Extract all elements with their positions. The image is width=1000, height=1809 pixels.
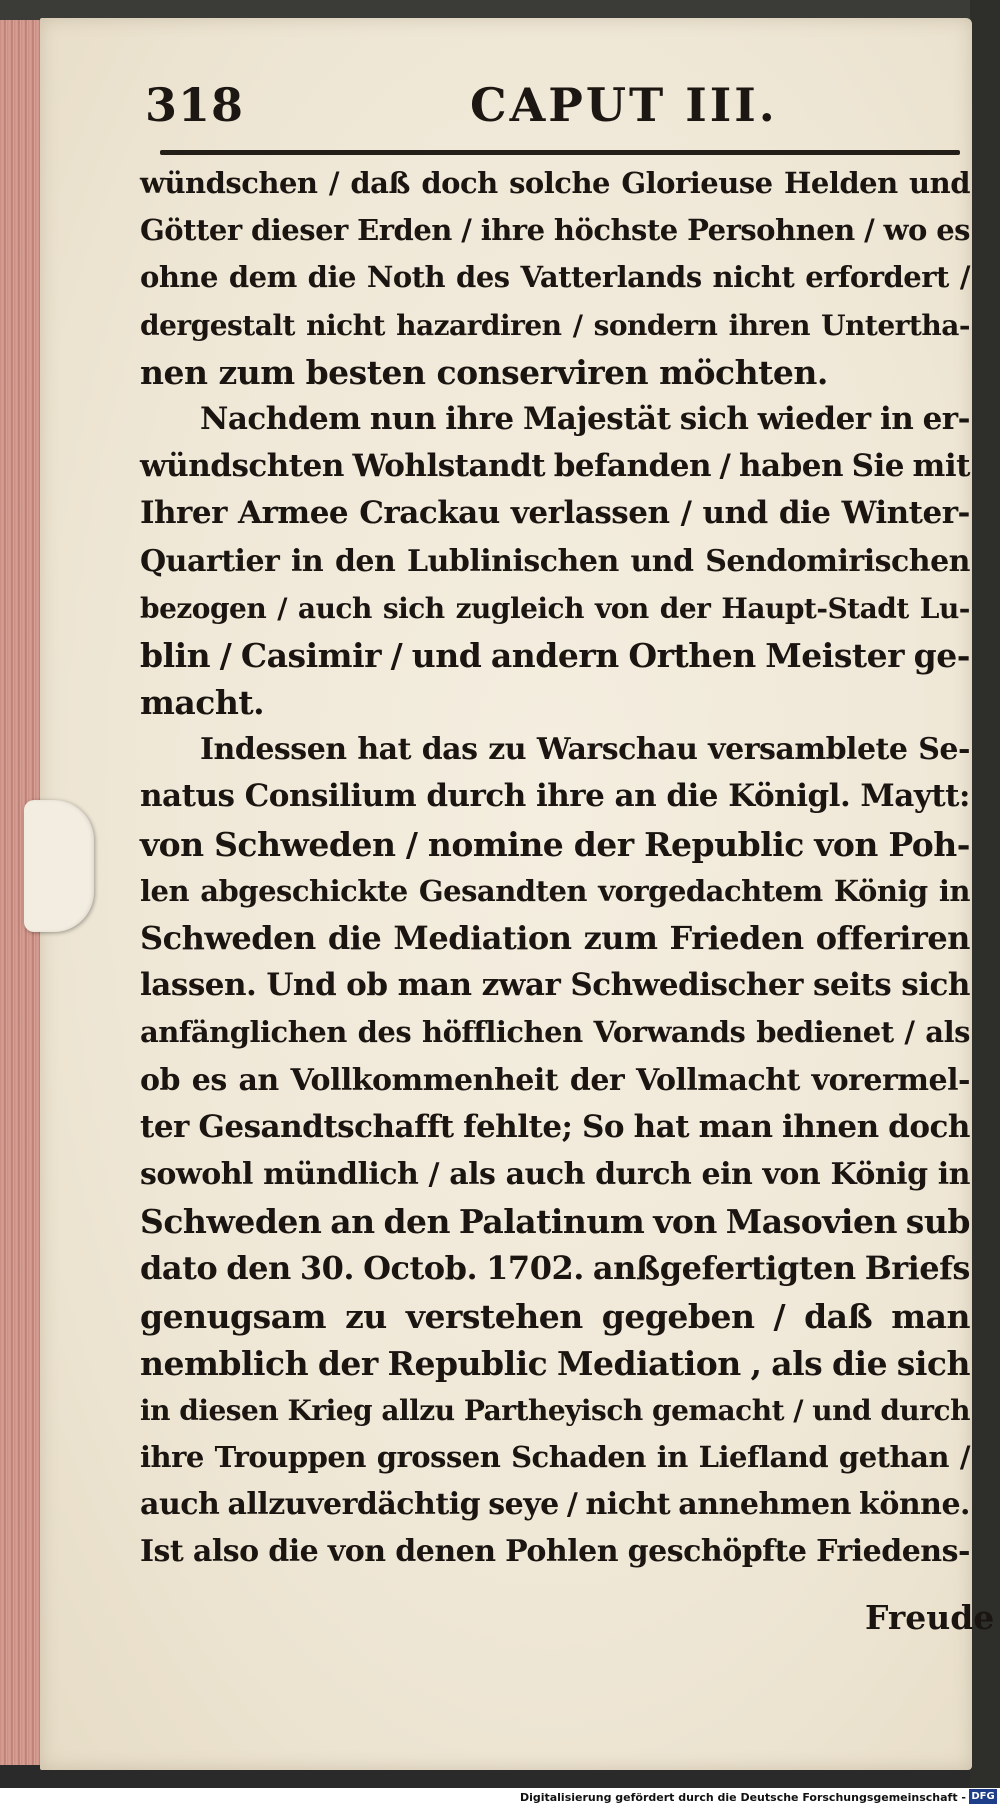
word: Untertha- xyxy=(821,308,970,342)
word: versamblete xyxy=(708,732,908,768)
word: befanden xyxy=(553,448,711,485)
word: bedienet xyxy=(756,1015,894,1050)
word: wieder xyxy=(757,400,871,437)
word: Gesandten xyxy=(418,873,588,908)
word: an xyxy=(614,778,657,815)
word: durch xyxy=(426,778,526,815)
text-line xyxy=(140,207,970,254)
word: und xyxy=(411,635,482,675)
word: wündschen xyxy=(140,166,318,200)
word: Frieden xyxy=(669,919,804,957)
word: an xyxy=(238,1062,279,1098)
word: sich xyxy=(679,400,749,437)
word: zu xyxy=(345,1296,387,1336)
word: lassen. xyxy=(140,967,257,1004)
word: sich xyxy=(901,967,970,1004)
word: / xyxy=(390,635,403,675)
text-line xyxy=(140,1245,970,1292)
word: auch xyxy=(505,1156,585,1192)
word: / xyxy=(219,635,232,675)
word: / xyxy=(719,448,731,485)
word: zugleich xyxy=(455,591,584,625)
word: zum xyxy=(583,919,658,957)
word: Casimir xyxy=(240,635,381,675)
word: vorgedachtem xyxy=(598,873,823,908)
word: 30. xyxy=(299,1249,355,1288)
word: als xyxy=(925,1015,970,1050)
word: Vollkommenheit xyxy=(290,1062,559,1098)
word: sowohl xyxy=(140,1156,253,1192)
word: dergestalt xyxy=(140,308,295,342)
word: gemacht xyxy=(652,1393,785,1427)
word: denen xyxy=(395,1534,496,1570)
word: seits xyxy=(812,967,892,1004)
word: des xyxy=(456,260,510,295)
word: Schaden xyxy=(511,1440,646,1475)
word: Orthen xyxy=(628,635,756,675)
word: ihnen xyxy=(782,1108,879,1145)
word: 1702. xyxy=(486,1249,584,1288)
word: Maytt: xyxy=(860,778,970,815)
word: abgeschickte xyxy=(200,873,408,908)
word: Erden xyxy=(357,213,452,248)
word: hat xyxy=(357,732,411,768)
word: Krieg xyxy=(287,1393,373,1427)
word: nicht xyxy=(585,1487,671,1523)
book-right-edge xyxy=(970,0,1000,1788)
text-line xyxy=(140,632,970,679)
word: Trouppen xyxy=(214,1440,366,1475)
word: sich xyxy=(896,1343,970,1383)
word: Warschau xyxy=(536,732,698,768)
word: Nachdem xyxy=(200,400,361,437)
word: ihre xyxy=(140,1440,204,1475)
word: Poh- xyxy=(888,824,970,864)
word: der xyxy=(569,1062,625,1098)
word: der xyxy=(573,824,634,864)
text-line xyxy=(140,1104,970,1151)
word: / xyxy=(773,1296,786,1336)
word: durch xyxy=(595,1156,692,1192)
text-line xyxy=(140,302,970,349)
dfg-logo: DFG xyxy=(969,1789,997,1804)
word: / xyxy=(428,1156,440,1192)
word: vorermel- xyxy=(811,1062,970,1098)
word: Winter- xyxy=(841,495,970,532)
text-line xyxy=(140,1434,970,1481)
word: er- xyxy=(922,400,970,437)
word: die xyxy=(268,1534,319,1570)
word: annehmen xyxy=(678,1487,851,1523)
page-number: 318 xyxy=(145,78,245,132)
word: Haupt-Stadt xyxy=(721,591,909,625)
word: diesen xyxy=(179,1393,279,1427)
word: gethan xyxy=(838,1440,950,1475)
word: Gesandtschafft xyxy=(198,1108,454,1145)
word: nun xyxy=(369,400,436,437)
word: zu xyxy=(488,732,527,768)
word: nicht xyxy=(712,260,795,295)
word: Crackau xyxy=(359,495,500,532)
word: in xyxy=(140,1393,170,1427)
word: Masovien xyxy=(725,1202,897,1242)
text-line xyxy=(140,915,970,962)
word: in xyxy=(937,1156,970,1192)
word: Ist xyxy=(140,1534,184,1570)
word: , xyxy=(750,1343,762,1383)
word: und xyxy=(702,495,768,532)
word: andern xyxy=(490,635,619,675)
text-line xyxy=(140,254,970,301)
word: ter xyxy=(140,1108,189,1145)
word: / xyxy=(566,1487,578,1523)
word: die xyxy=(307,260,356,295)
word: in xyxy=(938,873,970,908)
word: Palatinum xyxy=(458,1202,645,1242)
catchword: Freude xyxy=(865,1598,995,1637)
word: hazardiren xyxy=(396,308,562,342)
word: doch xyxy=(421,166,498,200)
word: / xyxy=(793,1393,804,1427)
text-line: nen zum besten conserviren möchten. xyxy=(140,352,828,392)
word: seye xyxy=(488,1487,559,1523)
word: die xyxy=(327,919,382,957)
text-line xyxy=(140,1528,970,1575)
word: der xyxy=(317,1343,378,1383)
word: Republic xyxy=(387,1343,548,1383)
word: ein xyxy=(701,1156,753,1192)
word: Götter xyxy=(140,213,242,248)
word: / xyxy=(405,824,418,864)
word: nomine xyxy=(427,824,564,864)
word: Schweden xyxy=(214,824,396,864)
word: haben xyxy=(738,448,843,485)
word: / xyxy=(959,260,970,295)
word: sich xyxy=(382,591,445,625)
word: Indessen xyxy=(200,732,347,768)
word: ohne xyxy=(140,260,218,295)
word: len xyxy=(140,873,190,908)
word: verlassen xyxy=(510,495,670,532)
text-line xyxy=(140,538,970,585)
word: höfflichen xyxy=(421,1015,583,1050)
word: von xyxy=(140,824,204,864)
word: So xyxy=(582,1108,625,1145)
word: König xyxy=(833,873,928,908)
word: dieser xyxy=(251,213,348,248)
word: und xyxy=(909,166,970,200)
word: ihre xyxy=(535,778,605,815)
word: anfänglichen xyxy=(140,1015,347,1050)
text-line xyxy=(140,490,970,537)
word: Wohlstandt xyxy=(352,448,546,485)
word: dato xyxy=(140,1249,218,1288)
word: grossen xyxy=(376,1440,501,1475)
word: doch xyxy=(888,1108,970,1145)
word: man xyxy=(891,1296,970,1336)
word: Armee xyxy=(238,495,349,532)
word: Helden xyxy=(783,166,898,200)
text-line xyxy=(140,962,970,1009)
word: / xyxy=(864,213,875,248)
word: daß xyxy=(350,166,410,200)
word: nemblich xyxy=(140,1343,309,1383)
word: Schwedischer xyxy=(570,967,803,1004)
word: von xyxy=(327,1534,386,1570)
word: von xyxy=(814,824,878,864)
word: zwar xyxy=(481,967,561,1004)
word: durch xyxy=(880,1393,970,1427)
page-tab-marker xyxy=(24,800,94,932)
text-line xyxy=(140,1151,970,1198)
word: den xyxy=(383,1202,451,1242)
word: König xyxy=(830,1156,928,1192)
word: als xyxy=(449,1156,496,1192)
word: mit xyxy=(912,448,970,485)
word: / xyxy=(680,495,692,532)
word: von xyxy=(653,1202,717,1242)
word: Lublinischen xyxy=(407,543,619,579)
word: Friedens- xyxy=(816,1534,970,1570)
word: fehlte; xyxy=(463,1108,573,1145)
text-line: macht. xyxy=(140,683,265,723)
word: also xyxy=(192,1534,259,1570)
word: Sie xyxy=(851,448,904,485)
word: Schweden xyxy=(140,1202,322,1242)
word: den xyxy=(334,543,396,579)
header-rule xyxy=(160,150,960,155)
text-line xyxy=(140,1481,970,1528)
word: gegeben xyxy=(601,1296,755,1336)
word: / xyxy=(572,308,583,342)
word: Majestät xyxy=(522,400,671,437)
word: in xyxy=(291,543,324,579)
body-text xyxy=(140,160,970,1576)
text-line xyxy=(140,1340,970,1387)
word: Glorieuse xyxy=(621,166,773,200)
text-line xyxy=(140,1009,970,1056)
word: allzuverdächtig xyxy=(227,1487,481,1523)
word: sub xyxy=(905,1202,970,1242)
word: verstehen xyxy=(405,1296,583,1336)
word: es xyxy=(191,1062,227,1098)
word: genugsam xyxy=(140,1296,327,1336)
text-line xyxy=(140,585,970,632)
text-line xyxy=(140,726,970,773)
word: den xyxy=(226,1249,291,1288)
word: Pohlen xyxy=(505,1534,619,1570)
digitization-credit: Digitalisierung gefördert durch die Deutsche Forschungsgemeinschaft - xyxy=(519,1791,966,1804)
word: Meister xyxy=(765,635,905,675)
word: Schweden xyxy=(140,919,316,957)
word: Sendomirischen xyxy=(705,543,970,579)
word: das xyxy=(421,732,478,768)
word: / xyxy=(277,591,287,625)
word: ihren xyxy=(728,308,810,342)
word: Königl. xyxy=(728,778,851,815)
word: ihre xyxy=(445,400,514,437)
word: geschöpfte xyxy=(627,1534,807,1570)
word: wo xyxy=(883,213,927,248)
word: nicht xyxy=(306,308,385,342)
word: und xyxy=(812,1393,872,1427)
text-line xyxy=(140,773,970,820)
text-line xyxy=(140,1387,970,1434)
word: wündschten xyxy=(140,448,344,485)
word: allzu xyxy=(381,1393,455,1427)
word: sondern xyxy=(593,308,718,342)
word: Vatterlands xyxy=(520,260,702,295)
text-line xyxy=(140,396,970,443)
word: von xyxy=(762,1156,821,1192)
word: der xyxy=(659,591,711,625)
word: anßgefertigten xyxy=(592,1249,856,1288)
word: daß xyxy=(804,1296,873,1336)
word: auch xyxy=(140,1487,220,1523)
text-line xyxy=(140,1198,970,1245)
word: in xyxy=(656,1440,688,1475)
word: Briefs xyxy=(864,1249,970,1288)
word: man xyxy=(397,967,472,1004)
word: Mediation xyxy=(393,919,572,957)
word: die xyxy=(666,778,719,815)
word: ihre xyxy=(480,213,545,248)
word: Partheyisch xyxy=(463,1393,643,1427)
word: in xyxy=(879,400,914,437)
word: Vorwands xyxy=(593,1015,746,1050)
word: Ihrer xyxy=(140,495,227,532)
word: blin xyxy=(140,635,211,675)
word: Consilium xyxy=(244,778,417,815)
text-line xyxy=(140,443,970,490)
text-line xyxy=(140,821,970,868)
text-line xyxy=(140,868,970,915)
word: und xyxy=(630,543,694,579)
word: könne. xyxy=(859,1487,970,1523)
word: Liefland xyxy=(698,1440,829,1475)
text-line xyxy=(140,1057,970,1104)
word: als xyxy=(771,1343,823,1383)
word: höchste xyxy=(553,213,678,248)
word: hat xyxy=(633,1108,690,1145)
word: an xyxy=(330,1202,375,1242)
word: die xyxy=(778,495,831,532)
word: Quartier xyxy=(140,543,280,579)
word: man xyxy=(698,1108,773,1145)
word: / xyxy=(904,1015,915,1050)
word: Mediation xyxy=(557,1343,741,1383)
word: des xyxy=(357,1015,412,1050)
word: ge- xyxy=(913,635,970,675)
word: Und xyxy=(266,967,337,1004)
word: Persohnen xyxy=(687,213,855,248)
text-line xyxy=(140,1293,970,1340)
running-head: CAPUT III. xyxy=(470,78,778,132)
word: von xyxy=(594,591,649,625)
word: offeriren xyxy=(815,919,970,957)
word: solche xyxy=(509,166,610,200)
word: / xyxy=(328,166,339,200)
word: ob xyxy=(140,1062,180,1098)
word: auch xyxy=(297,591,372,625)
word: erfordert xyxy=(805,260,949,295)
word: Octob. xyxy=(363,1249,478,1288)
word: natus xyxy=(140,778,235,815)
word: ob xyxy=(346,967,388,1004)
word: die xyxy=(831,1343,888,1383)
word: Republic xyxy=(644,824,804,864)
word: Lu- xyxy=(919,591,970,625)
word: dem xyxy=(228,260,297,295)
word: Se- xyxy=(918,732,970,768)
text-line xyxy=(140,160,970,207)
word: bezogen xyxy=(140,591,267,625)
word: Noth xyxy=(366,260,446,295)
word: / xyxy=(461,213,472,248)
word: es xyxy=(936,213,970,248)
word: Vollmacht xyxy=(635,1062,800,1098)
word: / xyxy=(959,1440,970,1475)
word: mündlich xyxy=(263,1156,419,1192)
